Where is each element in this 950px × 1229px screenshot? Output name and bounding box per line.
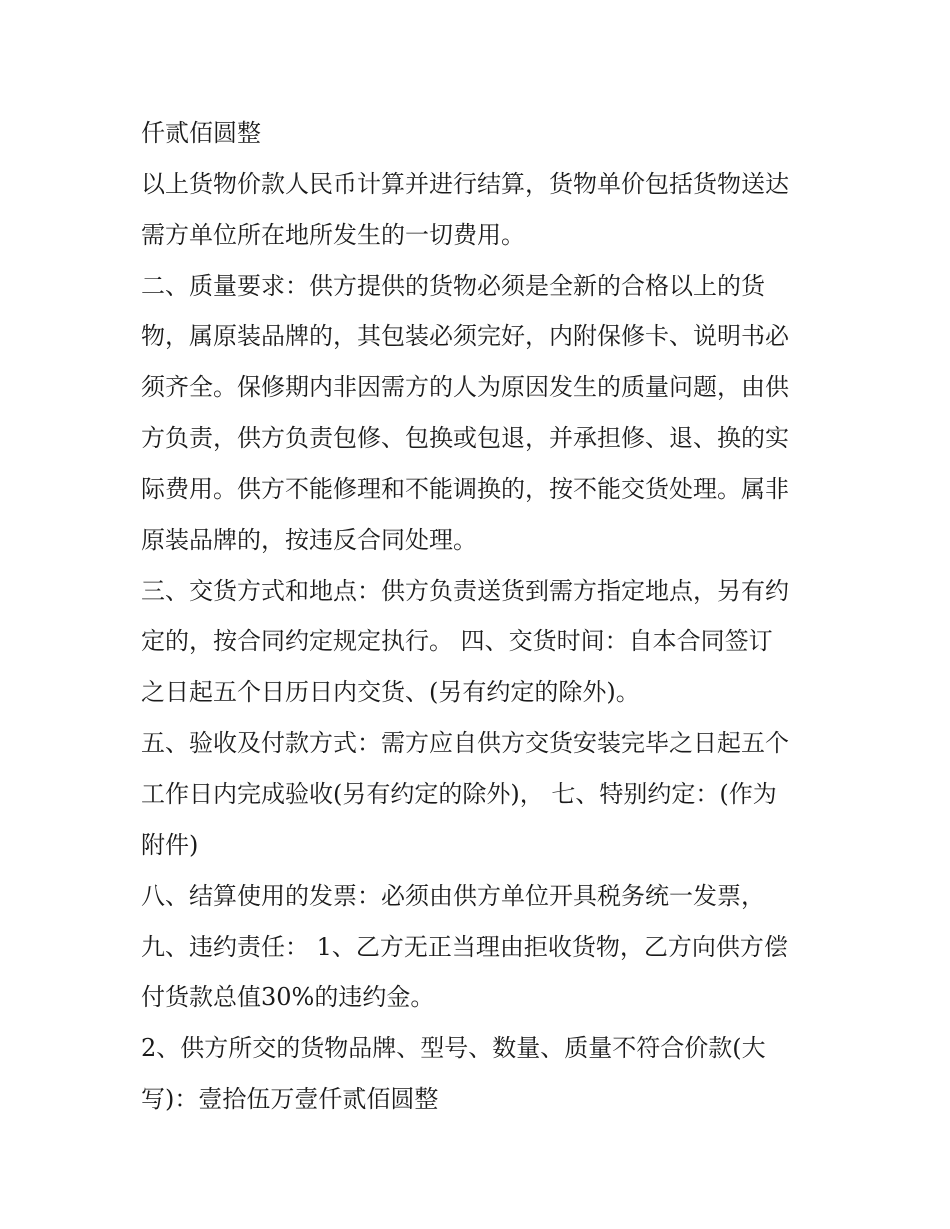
- text-line: 附件): [141, 830, 199, 859]
- text-line: 仟贰佰圆整: [141, 119, 261, 147]
- text-line: 需方单位所在地所发生的一切费用。: [141, 220, 525, 249]
- text-line: 原装品牌的，按违反合同处理。: [141, 525, 477, 554]
- text-line: 定的，按合同约定规定执行。 四、交货时间：自本合同签订: [141, 627, 773, 656]
- text-line: 之日起五个日历日内交货、(另有约定的除外)。: [141, 678, 640, 707]
- text-line: 九、违约责任： 1、乙方无正当理由拒收货物，乙方向供方偿: [141, 932, 788, 961]
- text-line: 工作日内完成验收(另有约定的除外)， 七、特别约定：(作为: [141, 779, 777, 808]
- text-line: 二、质量要求：供方提供的货物必须是全新的合格以上的货: [141, 271, 765, 300]
- text-line: 以上货物价款人民币计算并进行结算，货物单价包括货物送达: [141, 169, 789, 198]
- text-line: 五、验收及付款方式：需方应自供方交货安装完毕之日起五个: [141, 729, 789, 758]
- text-line: 付货款总值30%的违约金。: [141, 983, 435, 1012]
- text-line: 三、交货方式和地点：供方负责送货到需方指定地点，另有约: [141, 576, 789, 605]
- text-line: 须齐全。保修期内非因需方的人为原因发生的质量问题，由供: [141, 373, 789, 402]
- text-line: 写)：壹拾伍万壹仟贰佰圆整: [141, 1085, 439, 1114]
- text-line: 方负责，供方负责包修、包换或包退，并承担修、退、换的实: [141, 424, 789, 453]
- text-line: 际费用。供方不能修理和不能调换的，按不能交货处理。属非: [141, 474, 789, 503]
- text-line: 物，属原装品牌的，其包装必须完好，内附保修卡、说明书必: [141, 322, 789, 351]
- text-line: 2、供方所交的货物品牌、型号、数量、质量不符合价款(大: [141, 1034, 766, 1063]
- contract-text: [141, 108, 821, 1125]
- text-line: 八、结算使用的发票：必须由供方单位开具税务统一发票，: [141, 881, 765, 910]
